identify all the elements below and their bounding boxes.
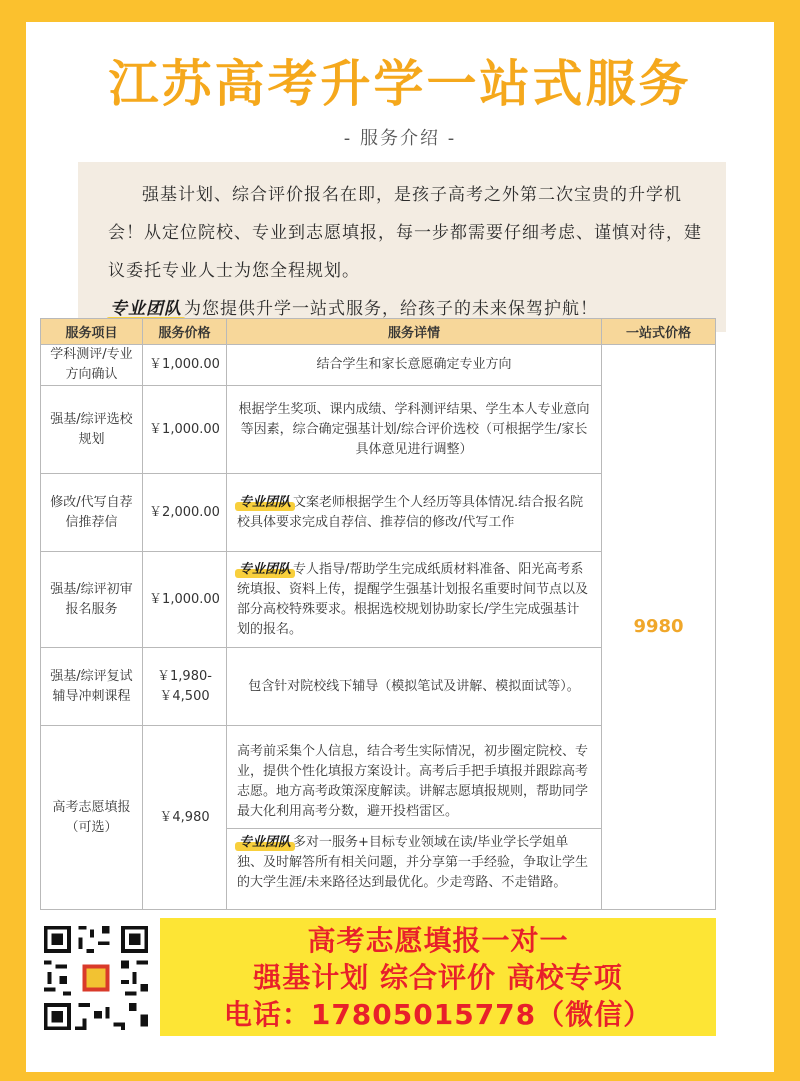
- intro-paragraph: 强基计划、综合评价报名在即，是孩子高考之外第二次宝贵的升学机会！从定位院校、专业到志愿填报，每一步都需要仔细考虑、谨慎对待，建议委托专业人士为您全程规划。: [108, 185, 702, 281]
- team-tag: 专业团队: [108, 290, 184, 328]
- service-item: 强基/综评选校规划: [41, 386, 143, 474]
- service-item: 学科测评/专业方向确认: [41, 345, 143, 386]
- service-price: ￥1,000.00: [143, 345, 227, 386]
- header-bundle: 一站式价格: [602, 319, 716, 345]
- banner-line-2: 强基计划 综合评价 高校专项: [253, 961, 623, 994]
- service-price: ￥4,980: [143, 726, 227, 910]
- service-detail-2: 多对一服务+目标专业领域在读/毕业学长学姐单独、及时解答所有相关问题，并分享第一手经验，争取让学生的大学生涯/未来路径达到最优化。少走弯路、不走错路。: [237, 835, 589, 890]
- service-item: 修改/代写自荐信推荐信: [41, 474, 143, 552]
- header-price: 服务价格: [143, 319, 227, 345]
- service-detail-extra: [227, 828, 601, 893]
- qr-code[interactable]: [40, 922, 152, 1034]
- team-tag: 专业团队: [237, 833, 293, 853]
- service-price: ￥1,000.00: [143, 552, 227, 648]
- intro-box: [78, 162, 726, 332]
- service-item: 强基/综评复试辅导冲刺课程: [41, 648, 143, 726]
- qr-code-icon: [40, 922, 152, 1034]
- page-title: 江苏高考升学一站式服务: [108, 55, 692, 113]
- service-detail-cell: [227, 726, 602, 910]
- service-detail-cell: [227, 552, 602, 648]
- team-tag: 专业团队: [237, 560, 293, 580]
- service-price: ￥1,000.00: [143, 386, 227, 474]
- service-price: ￥2,000.00: [143, 474, 227, 552]
- service-item: 高考志愿填报（可选）: [41, 726, 143, 910]
- table-header-row: [41, 319, 716, 345]
- service-table: [40, 318, 716, 910]
- contact-banner: [160, 918, 716, 1036]
- intro-tagline-text: 为您提供升学一站式服务，给孩子的未来保驾护航！: [184, 299, 598, 319]
- header-detail: 服务详情: [227, 319, 602, 345]
- service-detail: 专人指导/帮助学生完成纸质材料准备、阳光高考系统填报、资料上传，提醒学生强基计划报名重要时间节点以及部分高校特殊要求。根据选校规划协助家长/学生完成强基计划的报名。: [237, 561, 589, 637]
- service-detail: 高考前采集个人信息，结合考生实际情况，初步圈定院校、专业，提供个性化填报方案设计。高考后手把手填报并跟踪高考志愿。地方高考政策深度解读。讲解志愿填报规则，帮助同学最大化利用高考分数，避开投档雷区。: [237, 744, 589, 819]
- service-detail: 结合学生和家长意愿确定专业方向: [227, 345, 602, 386]
- watermark: KYO511: [640, 1036, 752, 1064]
- bundle-price: 9980: [602, 345, 716, 910]
- service-detail: 包含针对院校线下辅导（模拟笔试及讲解、模拟面试等）。: [227, 648, 602, 726]
- service-item: 强基/综评初审报名服务: [41, 552, 143, 648]
- section-subtitle: - 服务介绍 -: [343, 128, 457, 149]
- table-row: [41, 345, 716, 386]
- header-item: 服务项目: [41, 319, 143, 345]
- service-detail-cell: [227, 474, 602, 552]
- banner-phone[interactable]: 电话：17805015778（微信）: [223, 998, 653, 1031]
- service-detail: 根据学生奖项、课内成绩、学科测评结果、学生本人专业意向等因素，综合确定强基计划/综合评价选校（可根据学生/家长具体意见进行调整）: [227, 386, 602, 474]
- service-detail: 文案老师根据学生个人经历等具体情况.结合报名院校具体要求完成自荐信、推荐信的修改/代写工作: [237, 494, 584, 530]
- team-tag: 专业团队: [237, 493, 293, 513]
- banner-line-1: 高考志愿填报一对一: [307, 924, 569, 957]
- service-price: ￥1,980-￥4,500: [143, 648, 227, 726]
